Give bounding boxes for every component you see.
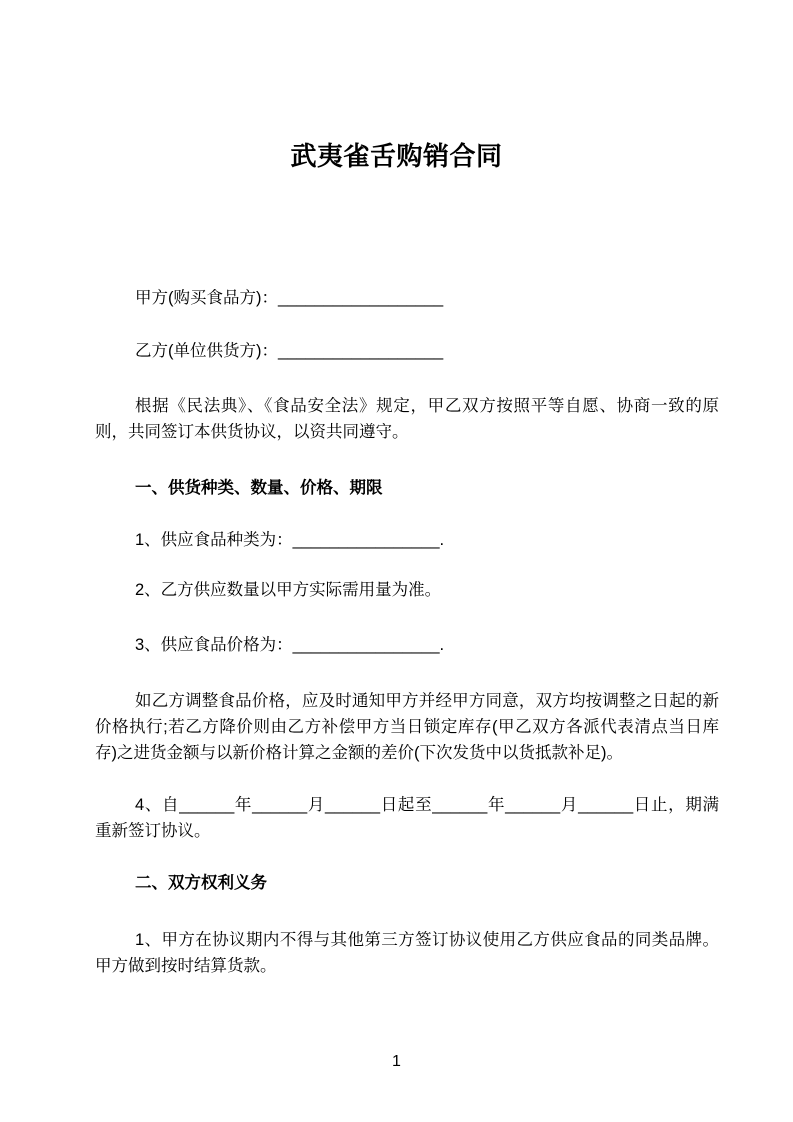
section-1-item-2: 2、乙方供应数量以甲方实际需用量为准。 (135, 581, 442, 599)
party-b-line (95, 338, 719, 364)
section-1-heading: 一、供货种类、数量、价格、期限 (135, 479, 383, 497)
party-a-blank: __________________ (278, 289, 444, 307)
section-1-item-4: 4、自______年______月______日起至______年______月______日止，期满重新签订协议。 (95, 796, 719, 840)
section-1-item-3: 3、供应食品价格为：________________. (135, 636, 445, 654)
party-b-label: 乙方(单位供货方)： (135, 342, 278, 360)
party-b-blank: __________________ (278, 342, 444, 360)
price-adjustment-clause: 如乙方调整食品价格，应及时通知甲方并经甲方同意，双方均按调整之日起的新价格执行;若乙方降价则由乙方补偿甲方当日锁定库存(甲乙双方各派代表清点当日库存)之进货金额与以新价格计算之金额的差价(下次发货中以货抵款补足)。 (95, 692, 719, 762)
section-2-heading: 二、双方权利义务 (135, 874, 267, 892)
party-a-label: 甲方(购买食品方)： (135, 289, 278, 307)
page-number: 1 (392, 1053, 401, 1070)
preamble-paragraph: 根据《民法典》、《食品安全法》规定，甲乙双方按照平等自愿、协商一致的原则，共同签订本供货协议，以资共同遵守。 (95, 397, 719, 441)
section-1-item-1: 1、供应食品种类为：________________. (135, 531, 445, 549)
party-a-line (95, 285, 719, 311)
section-2-item-1: 1、甲方在协议期内不得与其他第三方签订协议使用乙方供应食品的同类品牌。甲方做到按时结算货款。 (95, 931, 719, 975)
document-title: 武夷雀舌购销合同 (290, 141, 503, 171)
